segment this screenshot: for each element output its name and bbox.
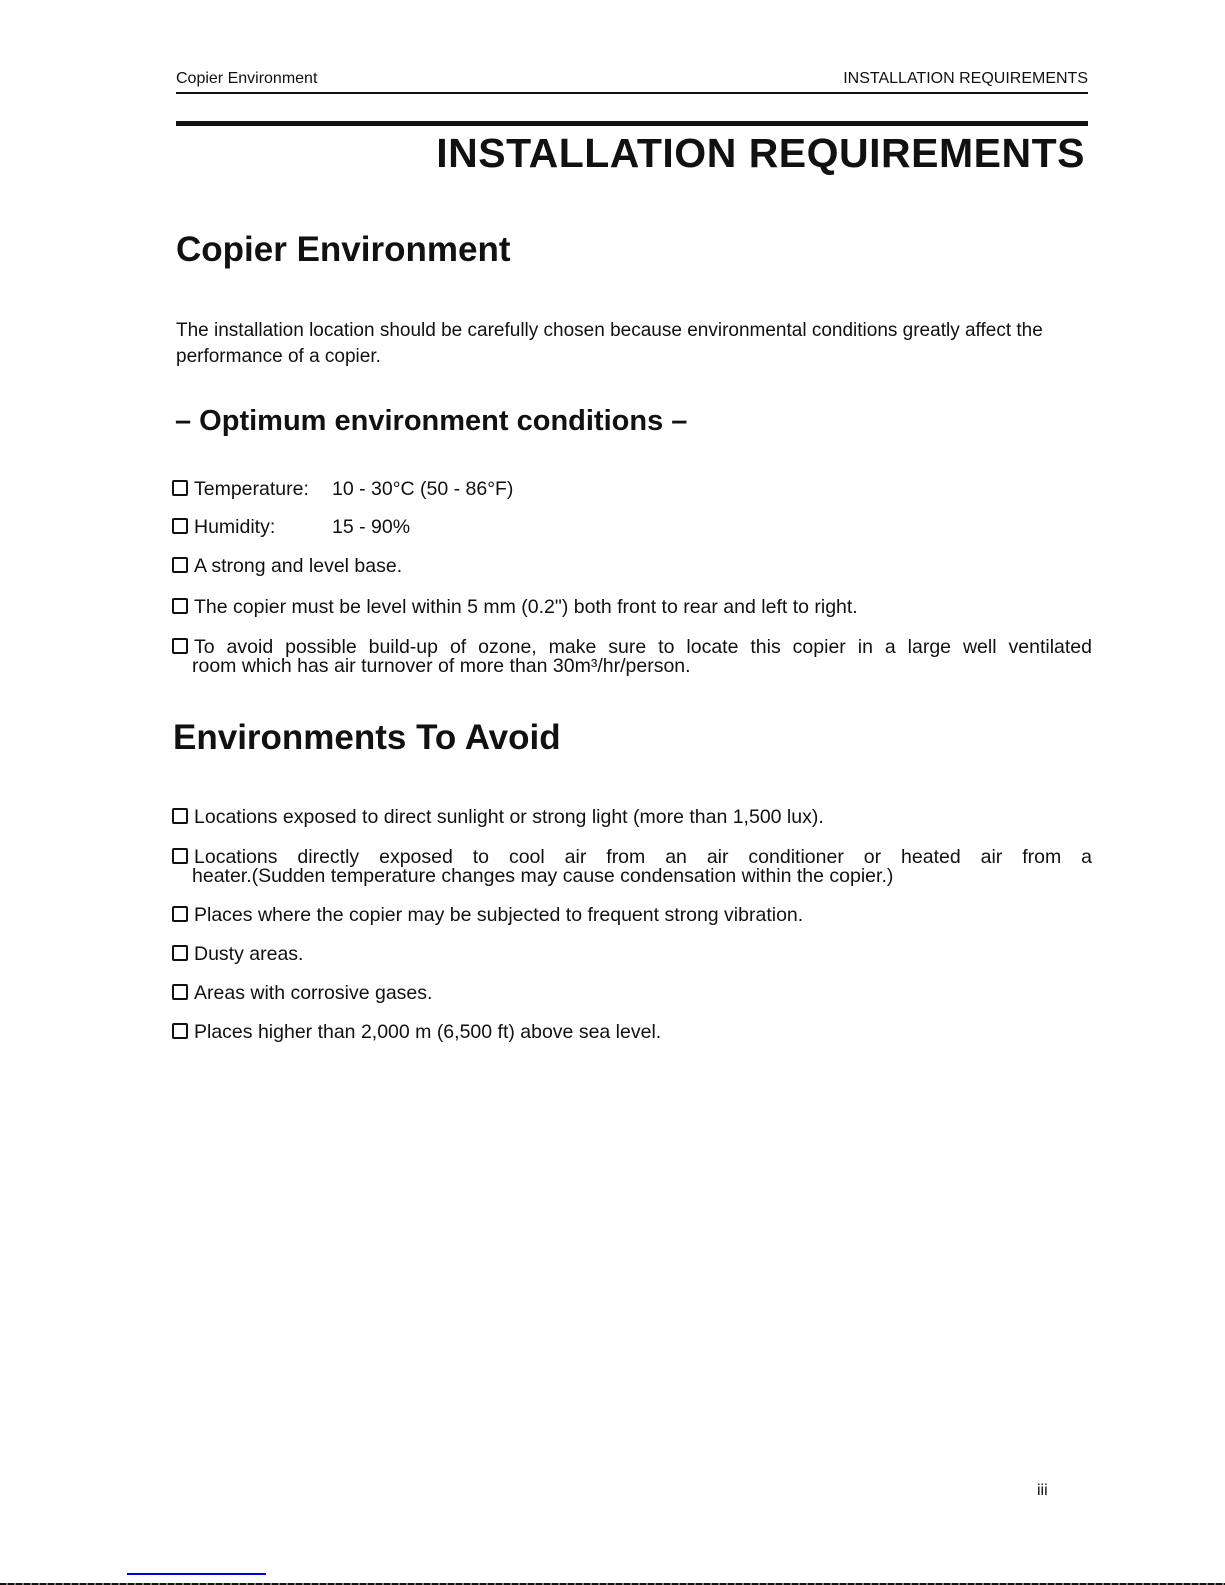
- item-text: A strong and level base.: [194, 555, 403, 577]
- header-chapter-name: INSTALLATION REQUIREMENTS: [843, 70, 1088, 87]
- list-item: [172, 598, 1092, 617]
- section-heading-copier-environment: Copier Environment: [176, 230, 511, 269]
- title-rule: [176, 121, 1088, 126]
- link-underline[interactable]: [127, 1573, 266, 1575]
- list-item: [172, 1023, 1092, 1042]
- item-text-continued: room which has air turnover of more than 30m³/hr/person.: [192, 655, 691, 677]
- item-label: Humidity:: [194, 516, 276, 538]
- list-item: [172, 848, 1092, 886]
- checkbox-bullet-icon: [172, 848, 188, 864]
- list-item: [172, 518, 1092, 537]
- list-item: [172, 557, 1092, 576]
- list-item: [172, 808, 1092, 827]
- page-number: iii: [1037, 1482, 1048, 1499]
- list-item: [172, 480, 1092, 499]
- list-item: [172, 638, 1092, 676]
- section-heading-environments-to-avoid: Environments To Avoid: [173, 718, 561, 757]
- list-item: [172, 945, 1092, 964]
- checkbox-bullet-icon: [172, 638, 188, 654]
- checkbox-bullet-icon: [172, 518, 188, 534]
- list-item: [172, 984, 1092, 1003]
- checkbox-bullet-icon: [172, 598, 188, 614]
- item-text: To avoid possible build-up of ozone, make sure to locate this copier in a large well ventilated: [194, 636, 1092, 658]
- subheading-optimum-conditions: – Optimum environment conditions –: [175, 405, 688, 437]
- header-rule: [176, 92, 1088, 94]
- page-title: INSTALLATION REQUIREMENTS: [436, 130, 1085, 176]
- checkbox-bullet-icon: [172, 557, 188, 573]
- item-text: Dusty areas.: [194, 943, 304, 965]
- item-text: Places higher than 2,000 m (6,500 ft) above sea level.: [194, 1021, 662, 1043]
- checkbox-bullet-icon: [172, 1023, 188, 1039]
- checkbox-bullet-icon: [172, 945, 188, 961]
- item-text: The copier must be level within 5 mm (0.2") both front to rear and left to right.: [194, 596, 858, 618]
- intro-paragraph: The installation location should be carefully chosen because environmental conditions greatly affect the performance of a copier.: [176, 320, 1043, 367]
- checkbox-bullet-icon: [172, 984, 188, 1000]
- item-text: Places where the copier may be subjected to frequent strong vibration.: [194, 904, 804, 926]
- checkbox-bullet-icon: [172, 480, 188, 496]
- header-section-name: Copier Environment: [176, 70, 318, 87]
- item-value: 10 - 30°C (50 - 86°F): [332, 478, 514, 500]
- item-text: Areas with corrosive gases.: [194, 982, 433, 1004]
- item-text: Locations exposed to direct sunlight or strong light (more than 1,500 lux).: [194, 806, 824, 828]
- item-text-continued: heater.(Sudden temperature changes may cause condensation within the copier.): [192, 865, 894, 887]
- list-item: [172, 906, 1092, 925]
- item-label: Temperature:: [194, 478, 309, 500]
- checkbox-bullet-icon: [172, 808, 188, 824]
- item-text: Locations directly exposed to cool air from an air conditioner or heated air from a: [194, 846, 1092, 868]
- checkbox-bullet-icon: [172, 906, 188, 922]
- item-value: 15 - 90%: [332, 516, 411, 538]
